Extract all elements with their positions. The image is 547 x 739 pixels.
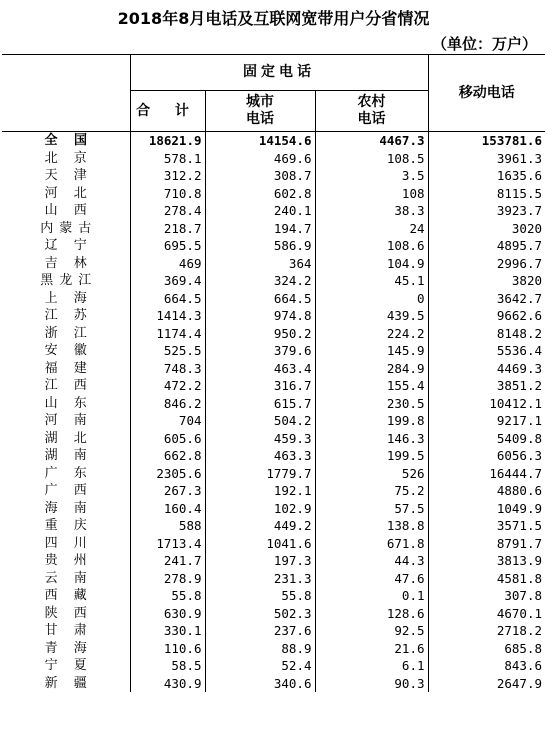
table-row xyxy=(2,377,545,395)
table-row xyxy=(2,447,545,465)
urban-cell: 602.8 xyxy=(205,185,315,203)
urban-cell: 308.7 xyxy=(205,167,315,185)
table-row xyxy=(2,622,545,640)
urban-cell: 379.6 xyxy=(205,342,315,360)
urban-cell: 586.9 xyxy=(205,237,315,255)
region-cell: 甘 肃 xyxy=(2,622,130,640)
total-cell: 1174.4 xyxy=(130,325,205,343)
total-cell: 472.2 xyxy=(130,377,205,395)
mobile-cell: 6056.3 xyxy=(496,448,542,464)
header-rural-line1: 农村 xyxy=(357,94,386,110)
rural-cell: 90.3 xyxy=(315,675,428,693)
urban-cell: 316.7 xyxy=(205,377,315,395)
rural-cell: 0.1 xyxy=(315,587,428,605)
header-total: 合 计 xyxy=(130,91,205,132)
table-row xyxy=(2,272,545,290)
mobile-cell: 307.8 xyxy=(504,588,542,604)
region-cell: 陕 西 xyxy=(2,605,130,623)
total-cell: 846.2 xyxy=(130,395,205,413)
table-row xyxy=(2,517,545,535)
urban-cell: 463.3 xyxy=(205,447,315,465)
total-cell: 312.2 xyxy=(130,167,205,185)
rural-cell: 108.5 xyxy=(315,150,428,168)
region-cell: 河 南 xyxy=(2,412,130,430)
rural-cell: 128.6 xyxy=(315,605,428,623)
region-cell: 山 西 xyxy=(2,202,130,220)
header-urban xyxy=(205,91,315,132)
table-row xyxy=(2,150,545,168)
header-rural-line2: 电话 xyxy=(357,111,386,127)
total-cell: 58.5 xyxy=(130,657,205,675)
total-cell: 369.4 xyxy=(130,272,205,290)
mobile-cell: 3923.7 xyxy=(496,203,542,219)
total-cell: 160.4 xyxy=(130,500,205,518)
urban-cell: 463.4 xyxy=(205,360,315,378)
mobile-cell: 2718.2 xyxy=(496,623,542,639)
mobile-cell: 3571.5 xyxy=(496,518,542,534)
region-cell: 江 西 xyxy=(2,377,130,395)
table-row xyxy=(2,167,545,185)
total-cell: 662.8 xyxy=(130,447,205,465)
rural-cell: 47.6 xyxy=(315,570,428,588)
table-row xyxy=(2,307,545,325)
data-table xyxy=(2,54,545,692)
urban-cell: 240.1 xyxy=(205,202,315,220)
mobile-cell: 4880.6 xyxy=(496,483,542,499)
mobile-cell: 3961.3 xyxy=(496,150,542,166)
table-row xyxy=(2,412,545,430)
total-cell: 110.6 xyxy=(130,640,205,658)
region-cell: 贵 州 xyxy=(2,552,130,570)
total-cell: 430.9 xyxy=(130,675,205,693)
region-cell: 湖 北 xyxy=(2,430,130,448)
urban-cell: 664.5 xyxy=(205,290,315,308)
header-urban-line1: 城市 xyxy=(246,94,274,110)
region-cell: 福 建 xyxy=(2,360,130,378)
region-cell: 河 北 xyxy=(2,185,130,203)
mobile-cell: 3642.7 xyxy=(496,290,542,306)
mobile-cell: 2996.7 xyxy=(496,255,542,271)
total-cell: 588 xyxy=(130,517,205,535)
rural-cell: 439.5 xyxy=(315,307,428,325)
total-cell: 218.7 xyxy=(130,220,205,238)
rural-cell: 92.5 xyxy=(315,622,428,640)
rural-cell: 146.3 xyxy=(315,430,428,448)
table-row xyxy=(2,587,545,605)
rural-cell: 6.1 xyxy=(315,657,428,675)
table-row xyxy=(2,535,545,553)
mobile-cell: 5409.8 xyxy=(496,430,542,446)
mobile-cell: 3851.2 xyxy=(496,378,542,394)
region-cell: 海 南 xyxy=(2,500,130,518)
region-cell: 全 国 xyxy=(2,132,130,150)
urban-cell: 88.9 xyxy=(205,640,315,658)
mobile-cell: 5536.4 xyxy=(496,343,542,359)
table-row xyxy=(2,675,545,693)
region-cell: 山 东 xyxy=(2,395,130,413)
rural-cell: 230.5 xyxy=(315,395,428,413)
total-cell: 1414.3 xyxy=(130,307,205,325)
urban-cell: 192.1 xyxy=(205,482,315,500)
mobile-cell: 3020 xyxy=(511,220,542,236)
rural-cell: 108 xyxy=(315,185,428,203)
table-row xyxy=(2,465,545,483)
mobile-cell: 4670.1 xyxy=(496,605,542,621)
urban-cell: 237.6 xyxy=(205,622,315,640)
table-row xyxy=(2,255,545,273)
header-region-cell-2 xyxy=(2,91,130,132)
total-cell: 278.4 xyxy=(130,202,205,220)
urban-cell: 194.7 xyxy=(205,220,315,238)
rural-cell: 44.3 xyxy=(315,552,428,570)
urban-cell: 504.2 xyxy=(205,412,315,430)
total-cell: 469 xyxy=(130,255,205,273)
urban-cell: 364 xyxy=(205,255,315,273)
region-cell: 天 津 xyxy=(2,167,130,185)
rural-cell: 38.3 xyxy=(315,202,428,220)
region-cell: 青 海 xyxy=(2,640,130,658)
header-mobile: 移动电话 xyxy=(428,55,545,132)
mobile-cell: 4895.7 xyxy=(496,238,542,254)
region-cell: 江 苏 xyxy=(2,307,130,325)
table-row xyxy=(2,482,545,500)
urban-cell: 502.3 xyxy=(205,605,315,623)
total-cell: 710.8 xyxy=(130,185,205,203)
total-cell: 241.7 xyxy=(130,552,205,570)
header-region-cell xyxy=(2,55,130,91)
rural-cell: 526 xyxy=(315,465,428,483)
region-cell: 内蒙古 xyxy=(2,220,130,238)
total-cell: 55.8 xyxy=(130,587,205,605)
urban-cell: 102.9 xyxy=(205,500,315,518)
rural-cell: 104.9 xyxy=(315,255,428,273)
urban-cell: 974.8 xyxy=(205,307,315,325)
table-row xyxy=(2,430,545,448)
table-row xyxy=(2,220,545,238)
table-row xyxy=(2,640,545,658)
rural-cell: 199.5 xyxy=(315,447,428,465)
region-cell: 重 庆 xyxy=(2,517,130,535)
mobile-cell: 843.6 xyxy=(504,658,542,674)
rural-cell: 24 xyxy=(315,220,428,238)
table-row xyxy=(2,360,545,378)
table-row xyxy=(2,237,545,255)
rural-cell: 155.4 xyxy=(315,377,428,395)
page-title: 2018年8月电话及互联网宽带用户分省情况 xyxy=(117,9,430,28)
mobile-cell: 3820 xyxy=(511,273,542,289)
region-cell: 湖 南 xyxy=(2,447,130,465)
region-cell: 新 疆 xyxy=(2,675,130,693)
rural-cell: 4467.3 xyxy=(315,132,428,150)
region-cell: 浙 江 xyxy=(2,325,130,343)
table-row xyxy=(2,202,545,220)
urban-cell: 324.2 xyxy=(205,272,315,290)
urban-cell: 340.6 xyxy=(205,675,315,693)
urban-cell: 231.3 xyxy=(205,570,315,588)
mobile-cell: 9217.1 xyxy=(496,413,542,429)
mobile-cell: 685.8 xyxy=(504,640,542,656)
table-row-total xyxy=(2,132,545,150)
rural-cell: 21.6 xyxy=(315,640,428,658)
region-cell: 广 西 xyxy=(2,482,130,500)
urban-cell: 615.7 xyxy=(205,395,315,413)
rural-cell: 284.9 xyxy=(315,360,428,378)
urban-cell: 14154.6 xyxy=(205,132,315,150)
header-rural xyxy=(315,91,428,132)
mobile-cell: 3813.9 xyxy=(496,553,542,569)
urban-cell: 459.3 xyxy=(205,430,315,448)
table-row xyxy=(2,500,545,518)
table-row xyxy=(2,185,545,203)
urban-cell: 469.6 xyxy=(205,150,315,168)
region-cell: 西 藏 xyxy=(2,587,130,605)
unit-label: （单位：万户） xyxy=(431,35,537,53)
table-row xyxy=(2,570,545,588)
rural-cell: 224.2 xyxy=(315,325,428,343)
urban-cell: 55.8 xyxy=(205,587,315,605)
table-row xyxy=(2,395,545,413)
total-cell: 578.1 xyxy=(130,150,205,168)
rural-cell: 57.5 xyxy=(315,500,428,518)
table-row xyxy=(2,605,545,623)
table-row xyxy=(2,657,545,675)
rural-cell: 45.1 xyxy=(315,272,428,290)
total-cell: 605.6 xyxy=(130,430,205,448)
rural-cell: 199.8 xyxy=(315,412,428,430)
rural-cell: 145.9 xyxy=(315,342,428,360)
table-row xyxy=(2,342,545,360)
total-cell: 18621.9 xyxy=(130,132,205,150)
total-cell: 330.1 xyxy=(130,622,205,640)
total-cell: 748.3 xyxy=(130,360,205,378)
mobile-cell: 4469.3 xyxy=(496,360,542,376)
table-row xyxy=(2,325,545,343)
region-cell: 四 川 xyxy=(2,535,130,553)
region-cell: 北 京 xyxy=(2,150,130,168)
urban-cell: 197.3 xyxy=(205,552,315,570)
mobile-cell: 2647.9 xyxy=(496,675,542,691)
mobile-cell: 153781.6 xyxy=(428,132,545,150)
header-urban-line2: 电话 xyxy=(246,111,274,127)
rural-cell: 108.6 xyxy=(315,237,428,255)
total-cell: 695.5 xyxy=(130,237,205,255)
region-cell: 广 东 xyxy=(2,465,130,483)
rural-cell: 671.8 xyxy=(315,535,428,553)
urban-cell: 449.2 xyxy=(205,517,315,535)
mobile-cell: 8791.7 xyxy=(496,535,542,551)
region-cell: 辽 宁 xyxy=(2,237,130,255)
total-cell: 664.5 xyxy=(130,290,205,308)
total-cell: 630.9 xyxy=(130,605,205,623)
urban-cell: 1041.6 xyxy=(205,535,315,553)
total-cell: 2305.6 xyxy=(130,465,205,483)
mobile-cell: 4581.8 xyxy=(496,570,542,586)
urban-cell: 1779.7 xyxy=(205,465,315,483)
urban-cell: 950.2 xyxy=(205,325,315,343)
mobile-cell: 1635.6 xyxy=(496,168,542,184)
rural-cell: 138.8 xyxy=(315,517,428,535)
total-cell: 1713.4 xyxy=(130,535,205,553)
urban-cell: 52.4 xyxy=(205,657,315,675)
region-cell: 云 南 xyxy=(2,570,130,588)
total-cell: 278.9 xyxy=(130,570,205,588)
mobile-cell: 16444.7 xyxy=(489,465,542,481)
total-cell: 267.3 xyxy=(130,482,205,500)
mobile-cell: 10412.1 xyxy=(489,395,542,411)
region-cell: 安 徽 xyxy=(2,342,130,360)
header-fixed-phone: 固定电话 xyxy=(130,55,428,91)
region-cell: 黑龙江 xyxy=(2,272,130,290)
table-row xyxy=(2,552,545,570)
rural-cell: 0 xyxy=(315,290,428,308)
region-cell: 吉 林 xyxy=(2,255,130,273)
mobile-cell: 8148.2 xyxy=(496,325,542,341)
region-cell: 宁 夏 xyxy=(2,657,130,675)
table-row xyxy=(2,290,545,308)
mobile-cell: 8115.5 xyxy=(496,185,542,201)
region-cell: 上 海 xyxy=(2,290,130,308)
mobile-cell: 9662.6 xyxy=(496,308,542,324)
total-cell: 704 xyxy=(130,412,205,430)
total-cell: 525.5 xyxy=(130,342,205,360)
rural-cell: 75.2 xyxy=(315,482,428,500)
mobile-cell: 1049.9 xyxy=(496,500,542,516)
rural-cell: 3.5 xyxy=(315,167,428,185)
